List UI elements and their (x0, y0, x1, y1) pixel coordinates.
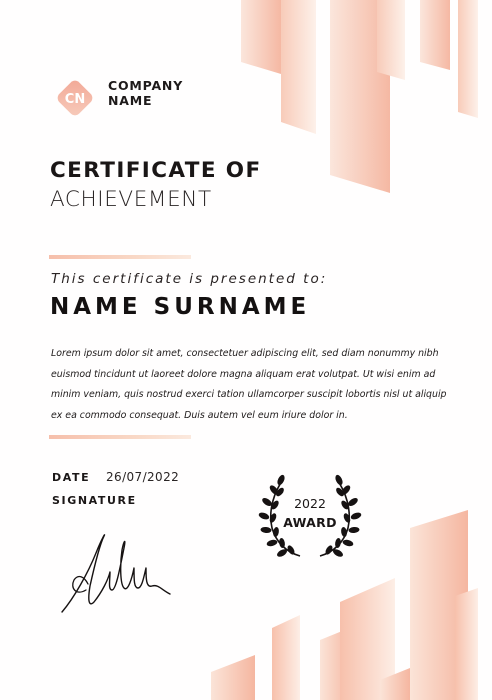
company-name (108, 78, 183, 108)
date-value: 26/07/2022 (106, 470, 180, 484)
award-label: AWARD (283, 515, 337, 530)
recipient-name: NAME SURNAME (50, 294, 311, 320)
top-right-bars (241, 0, 478, 193)
divider-top (49, 255, 191, 259)
date-label: DATE (52, 471, 91, 484)
logo-text: CN (64, 92, 86, 107)
company-name-line2: NAME (108, 93, 153, 108)
certificate-subtitle: ACHIEVEMENT (50, 187, 212, 212)
certificate-title: CERTIFICATE OF (50, 158, 262, 183)
company-logo (52, 75, 98, 121)
presented-to-text: This certificate is presented to: (51, 271, 328, 287)
signature-label: SIGNATURE (52, 494, 137, 507)
award-year: 2022 (294, 496, 326, 511)
logo-icon (52, 75, 98, 121)
signature-drawing (58, 528, 178, 618)
divider-bottom (49, 435, 191, 439)
company-name-line1: COMPANY (108, 78, 184, 93)
certificate-body-text: Lorem ipsum dolor sit amet, consectetuer adipiscing elit, sed diam nonummy nibh euismod tincidunt ut laoreet dolore magna aliquam erat volutpat. Ut wisi enim ad minim veniam, quis nostrud exerci tation ullamcorper suscipit lobortis nisl ut aliquip ex ea commodo consequat. Duis autem vel eum iriure dolor in. (51, 348, 447, 421)
